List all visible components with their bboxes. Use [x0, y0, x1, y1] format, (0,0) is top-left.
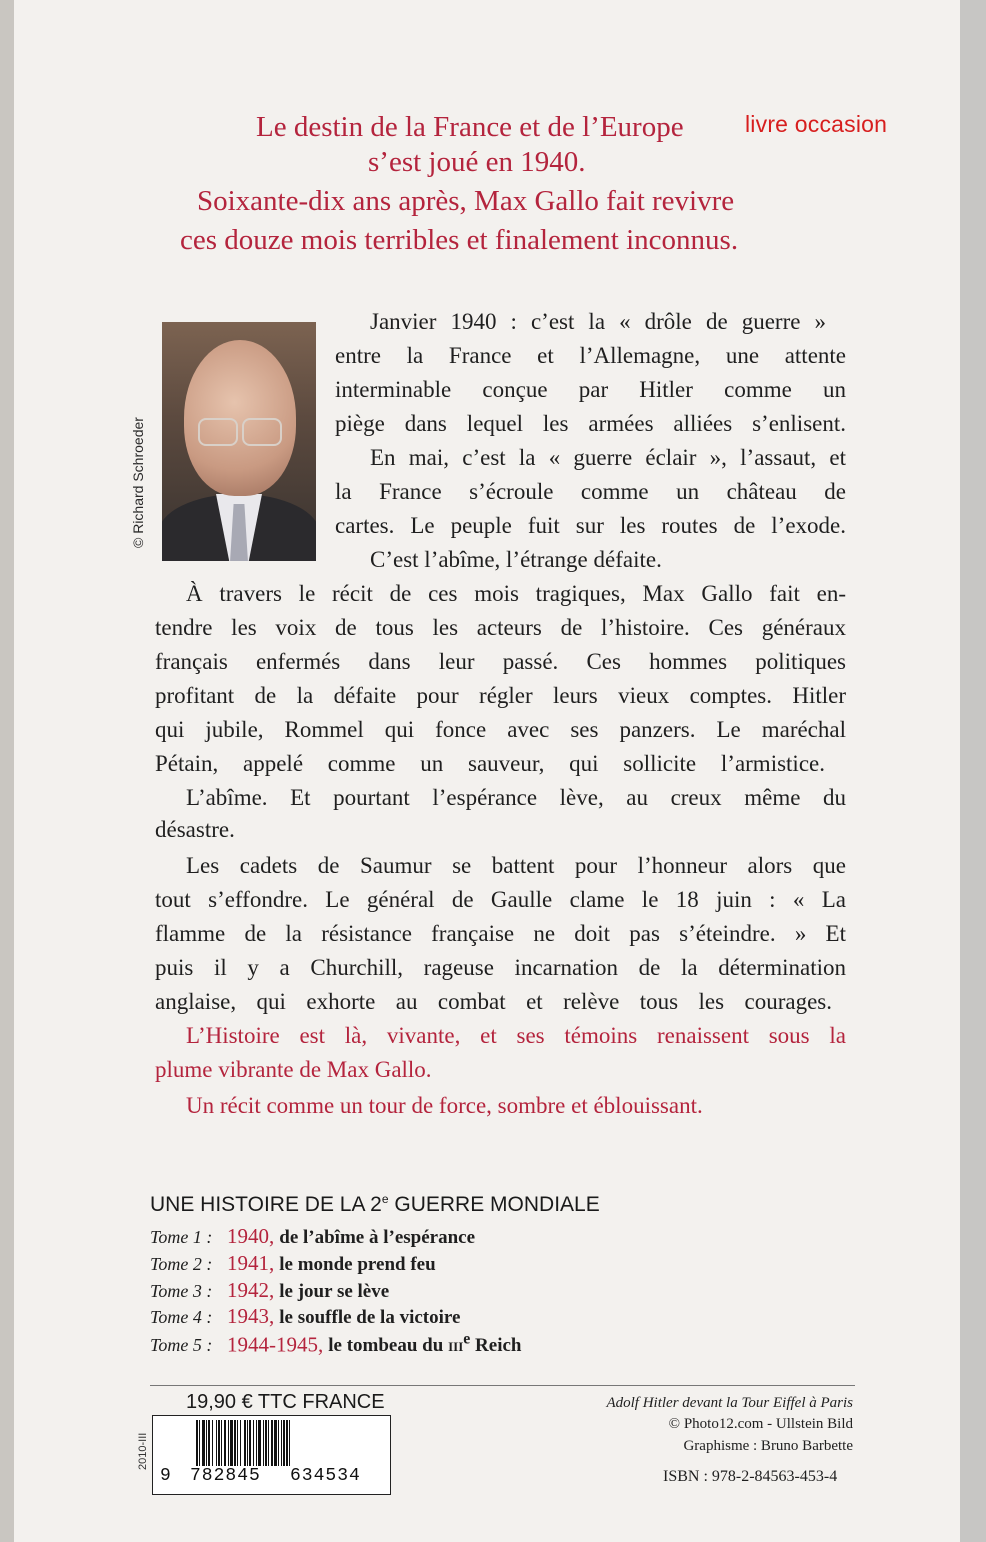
barcode-bars — [196, 1420, 386, 1466]
tome-4: Tome 4 : 1943, le souffle de la victoire — [150, 1304, 461, 1328]
headline-line-3: Soixante-dix ans après, Max Gallo fait revivre — [197, 185, 735, 217]
series-title: UNE HISTOIRE DE LA 2e GUERRE MONDIALE — [150, 1192, 600, 1216]
photo-credit: © Richard Schroeder — [130, 417, 146, 548]
body-line: tendre les voix de tous les acteurs de l’histoire. Ces généraux — [155, 615, 846, 640]
body-line: profitant de la défaite pour régler leurs vieux comptes. Hitler — [155, 683, 846, 708]
watermark-label: livre occasion — [745, 111, 888, 137]
body-line-accent: L’Histoire est là, vivante, et ses témoins renaissent sous la — [186, 1023, 846, 1048]
body-line: Janvier 1940 : c’est la « drôle de guerre » — [370, 309, 826, 334]
cover-photo-caption: Adolf Hitler devant la Tour Eiffel à Paris — [606, 1395, 853, 1411]
body-line: interminable conçue par Hitler comme un — [335, 377, 846, 402]
tome-5: Tome 5 : 1944-1945, le tombeau du iii$^e$ Reich — [150, 1331, 522, 1357]
divider — [150, 1385, 855, 1386]
price-label: 19,90 € TTC FRANCE — [186, 1391, 385, 1413]
barcode-digits-right: 634534 — [290, 1466, 361, 1486]
body-line: Les cadets de Saumur se battent pour l’honneur alors que — [186, 853, 846, 878]
body-line: Pétain, appelé comme un sauveur, qui sollicite l’armistice. — [155, 751, 825, 776]
tome-1: Tome 1 : 1940, de l’abîme à l’espérance — [150, 1224, 476, 1248]
headline-line-1: Le destin de la France et de l’Europe — [256, 111, 684, 143]
headline-line-4: ces douze mois terribles et finalement inconnus. — [180, 224, 739, 256]
book-edge — [960, 0, 986, 1542]
body-line: piège dans lequel les armées alliées s’enlisent. — [335, 411, 846, 436]
body-line: anglaise, qui exhorte au combat et relève tous les courages. — [155, 989, 832, 1014]
body-line-accent: Un récit comme un tour de force, sombre et éblouissant. — [186, 1093, 703, 1118]
body-line: flamme de la résistance française ne doit pas s’éteindre. » Et — [155, 921, 846, 946]
body-line: entre la France et l’Allemagne, une attente — [335, 343, 846, 368]
body-line: français enfermés dans leur passé. Ces hommes politiques — [155, 649, 846, 674]
body-line-accent: plume vibrante de Max Gallo. — [155, 1057, 432, 1082]
body-line: cartes. Le peuple fuit sur les routes de l’exode. — [335, 513, 846, 538]
body-line: puis il y a Churchill, rageuse incarnation de la détermination — [155, 955, 846, 980]
body-line: En mai, c’est la « guerre éclair », l’assaut, et — [370, 445, 846, 470]
barcode-digit-prefix: 9 — [160, 1466, 171, 1486]
isbn-label: ISBN : 978-2-84563-453-4 — [663, 1468, 838, 1485]
headline-line-2: s’est joué en 1940. — [368, 146, 586, 178]
body-line: C’est l’abîme, l’étrange défaite. — [370, 547, 662, 572]
tome-2: Tome 2 : 1941, le monde prend feu — [150, 1251, 436, 1275]
design-credit: Graphisme : Bruno Barbette — [683, 1438, 853, 1454]
tome-3: Tome 3 : 1942, le jour se lève — [150, 1278, 390, 1302]
print-code: 2010-III — [137, 1432, 149, 1470]
cover-photo-credit: © Photo12.com - Ullstein Bild — [668, 1416, 853, 1432]
barcode-digits-left: 782845 — [190, 1466, 261, 1486]
body-line: désastre. — [155, 817, 235, 842]
body-line: tout s’effondre. Le général de Gaulle clame le 18 juin : « La — [155, 887, 846, 912]
body-line: L’abîme. Et pourtant l’espérance lève, au creux même du — [186, 785, 846, 810]
body-line: qui jubile, Rommel qui fonce avec ses panzers. Le maréchal — [155, 717, 846, 742]
body-line: À travers le récit de ces mois tragiques, Max Gallo fait en- — [186, 581, 846, 606]
body-line: la France s’écroule comme un château de — [335, 479, 846, 504]
author-photo — [162, 322, 316, 561]
